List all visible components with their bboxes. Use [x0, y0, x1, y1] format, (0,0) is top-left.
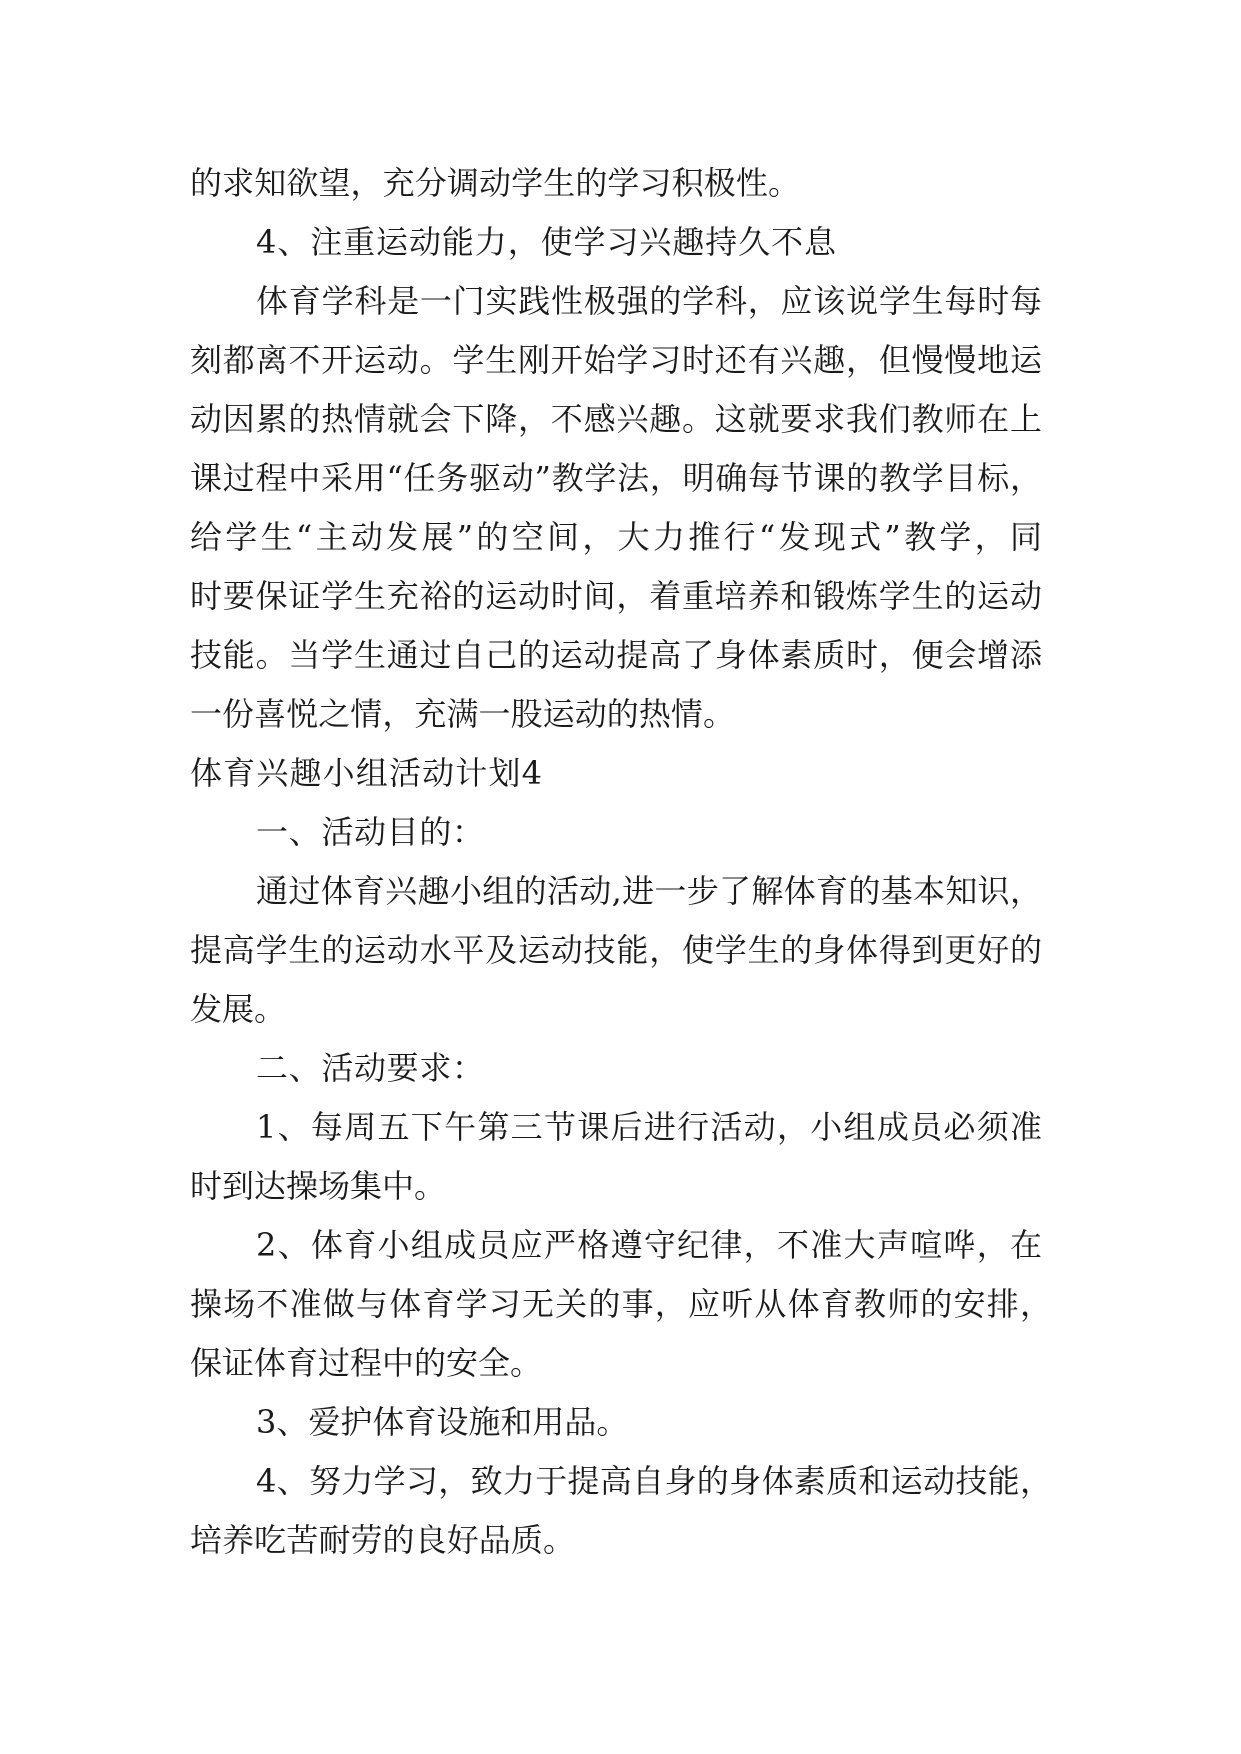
list-item-line: 操场不准做与体育学习无关的事，应听从体育教师的安排，	[190, 1285, 1052, 1323]
list-item-line: 4、努力学习，致力于提高自身的身体素质和运动技能，	[256, 1462, 1052, 1500]
body-text-line: 课过程中采用“任务驱动”教学法，明确每节课的教学目标，	[190, 459, 1042, 497]
body-text-line: 发展。	[190, 990, 287, 1028]
list-item-line: 时到达操场集中。	[190, 1167, 447, 1205]
body-text-line: 一份喜悦之情，充满一股运动的热情。	[190, 695, 735, 733]
body-text-line: 的求知欲望，充分调动学生的学习积极性。	[190, 164, 800, 202]
body-text-line: 体育学科是一门实践性极强的学科，应该说学生每时每	[256, 282, 1042, 320]
body-text-line: 通过体育兴趣小组的活动,进一步了解体育的基本知识，	[256, 872, 1042, 910]
body-text-line: 提高学生的运动水平及运动技能，使学生的身体得到更好的	[190, 931, 1042, 969]
body-text-line: 技能。当学生通过自己的运动提高了身体素质时，便会增添	[190, 636, 1042, 674]
list-item-line: 2、体育小组成员应严格遵守纪律，不准大声喧哗，在	[256, 1226, 1042, 1264]
list-item-line: 培养吃苦耐劳的良好品质。	[190, 1521, 575, 1559]
list-item-line: 3、爱护体育设施和用品。	[256, 1403, 629, 1441]
numbered-heading-line: 4、注重运动能力，使学习兴趣持久不息	[256, 223, 836, 261]
list-item-line: 保证体育过程中的安全。	[190, 1344, 543, 1382]
subheading-line: 一、活动目的：	[256, 813, 484, 851]
subheading-line: 二、活动要求：	[256, 1049, 484, 1087]
section-title: 体育兴趣小组活动计划4	[190, 754, 542, 792]
body-text-line: 动因累的热情就会下降，不感兴趣。这就要求我们教师在上	[190, 400, 1042, 438]
body-text-line: 给学生“主动发展”的空间，大力推行“发现式”教学，同	[190, 518, 1042, 556]
body-text-line: 刻都离不开运动。学生刚开始学习时还有兴趣，但慢慢地运	[190, 341, 1042, 379]
list-item-line: 1、每周五下午第三节课后进行活动，小组成员必须准	[256, 1108, 1042, 1146]
body-text-line: 时要保证学生充裕的运动时间，着重培养和锻炼学生的运动	[190, 577, 1042, 615]
